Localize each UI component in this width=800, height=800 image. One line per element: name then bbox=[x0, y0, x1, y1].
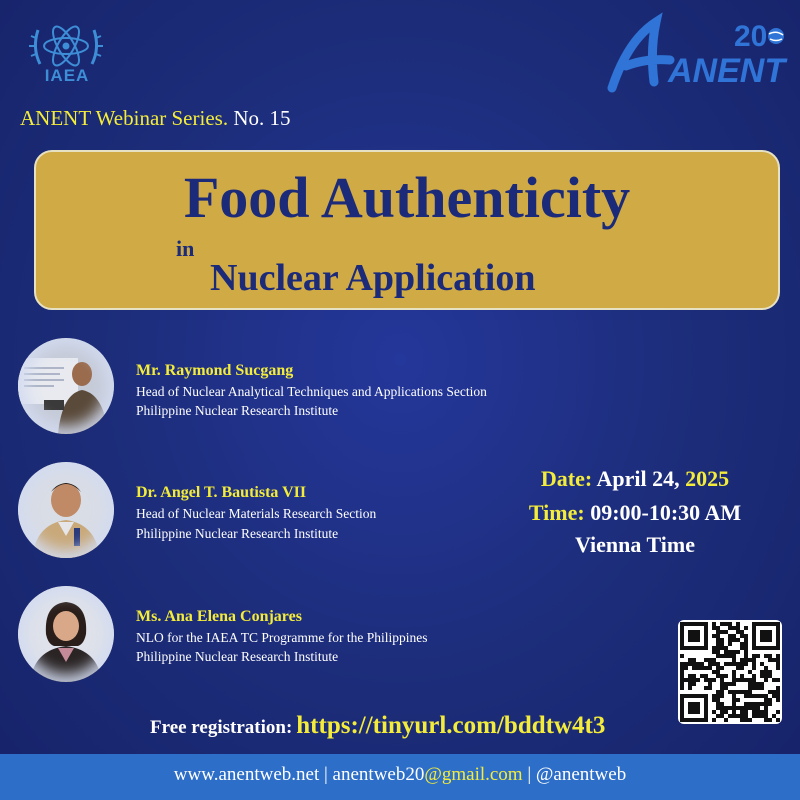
registration-label: Free registration: bbox=[150, 717, 293, 738]
event-time bbox=[480, 500, 790, 526]
footer-contacts bbox=[0, 764, 800, 786]
speaker-1-name: Mr. Raymond Sucgang bbox=[136, 362, 294, 379]
anent-logo-text: ANENT bbox=[668, 52, 786, 90]
speaker-3-org: Philippine Nuclear Research Institute bbox=[136, 649, 339, 664]
registration-qr-code[interactable] bbox=[678, 620, 782, 724]
footer-email-domain[interactable]: @gmail.com bbox=[424, 764, 523, 785]
event-timezone: Vienna Time bbox=[574, 532, 695, 557]
anent-logo-icon bbox=[598, 10, 788, 100]
qr-code-icon bbox=[678, 620, 782, 724]
series-number: No. 15 bbox=[233, 106, 291, 130]
iaea-logo-text: IAEA bbox=[44, 66, 90, 85]
speaker-2-role: Head of Nuclear Materials Research Section bbox=[136, 506, 377, 521]
time-value: 09:00-10:30 AM bbox=[590, 500, 742, 525]
speaker-3-portrait-icon bbox=[18, 586, 114, 682]
date-value: April 24, bbox=[596, 466, 680, 491]
anent-logo-superscript: 20 bbox=[734, 20, 768, 53]
speaker-3-role: NLO for the IAEA TC Programme for the Philippines bbox=[136, 630, 428, 645]
footer-separator: | bbox=[319, 764, 333, 785]
title-connector: in bbox=[176, 236, 195, 261]
registration-link[interactable]: https://tinyurl.com/bddtw4t3 bbox=[296, 712, 606, 739]
date-year: 2025 bbox=[685, 466, 730, 491]
footer-handle-link[interactable]: @anentweb bbox=[535, 764, 627, 785]
speaker-photo-raymond-sucgang bbox=[18, 338, 114, 434]
speaker-2-org: Philippine Nuclear Research Institute bbox=[136, 526, 339, 541]
date-label: Date: bbox=[540, 466, 593, 491]
speaker-photo-angel-bautista bbox=[18, 462, 114, 558]
footer-email-user[interactable]: anentweb20 bbox=[332, 764, 425, 785]
event-date bbox=[480, 466, 790, 492]
title-main: Food Authenticity bbox=[183, 165, 631, 230]
time-label: Time: bbox=[528, 500, 585, 525]
speaker-1-role: Head of Nuclear Analytical Techniques and Applications Section bbox=[136, 384, 487, 399]
title-box bbox=[34, 150, 780, 310]
speaker-2-portrait-icon bbox=[18, 462, 114, 558]
series-name: ANENT Webinar Series. bbox=[20, 106, 229, 130]
footer-bar bbox=[0, 754, 800, 800]
webinar-series-label bbox=[20, 106, 291, 131]
speaker-1-portrait-icon bbox=[18, 338, 114, 434]
speaker-3-name: Ms. Ana Elena Conjares bbox=[136, 608, 302, 625]
speaker-photo-ana-conjares bbox=[18, 586, 114, 682]
title-secondary: Nuclear Application bbox=[210, 257, 536, 299]
speaker-1-org: Philippine Nuclear Research Institute bbox=[136, 403, 339, 418]
footer-website-link[interactable]: www.anentweb.net bbox=[173, 764, 320, 785]
footer-separator: | bbox=[522, 764, 536, 785]
registration-line bbox=[150, 712, 605, 740]
speaker-2-name: Dr. Angel T. Bautista VII bbox=[136, 484, 307, 501]
